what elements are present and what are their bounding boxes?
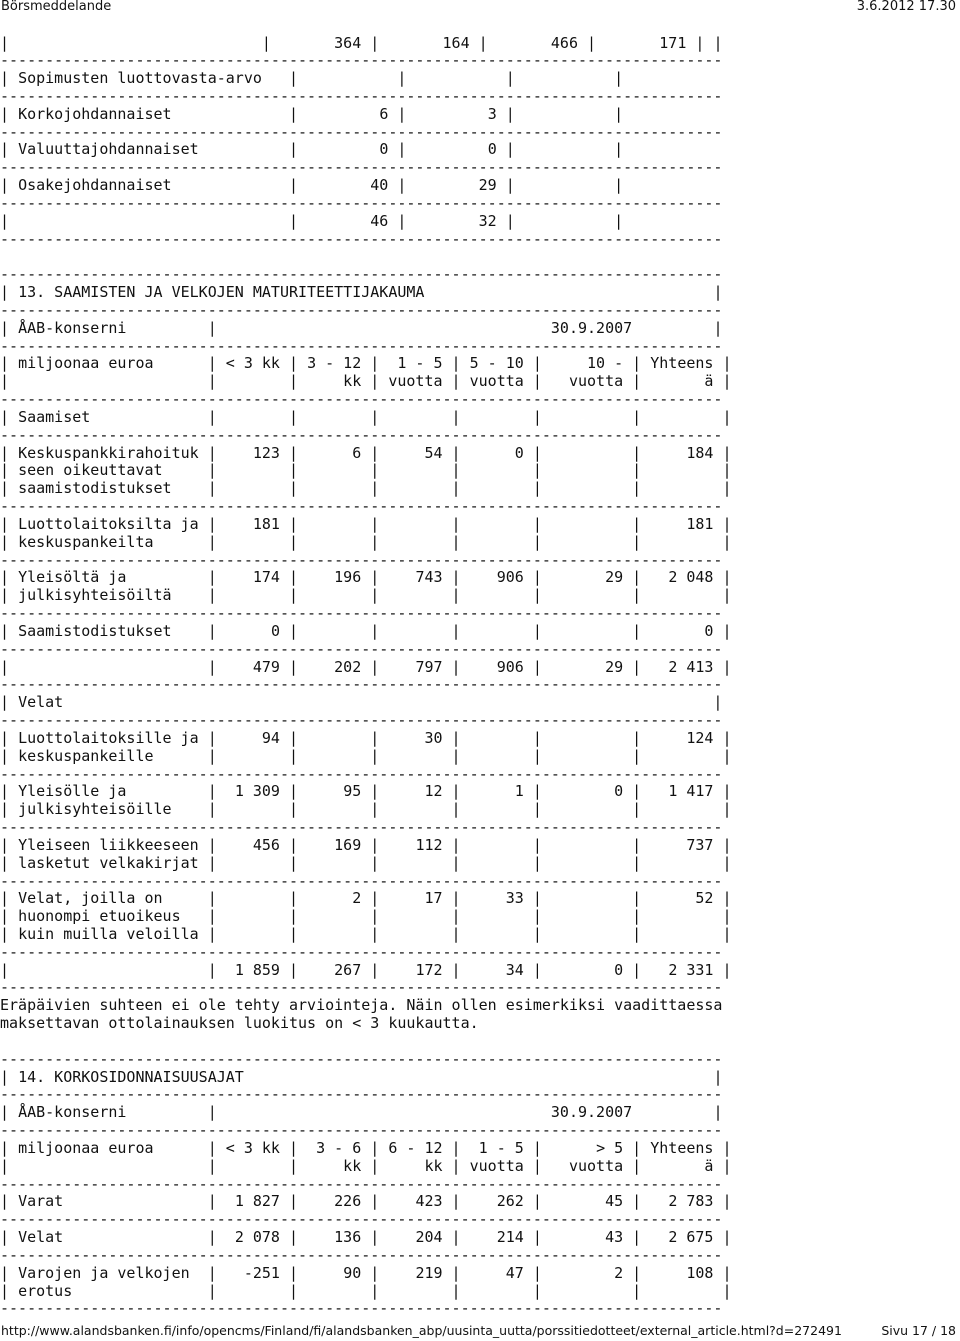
- derivatives-row: | | 46 | 32 | |: [0, 211, 624, 230]
- separator-line: --------------------------------------------------------------------------------: [0, 86, 723, 105]
- column-header-row: | | | kk | vuotta | vuotta | vuotta | ä |: [0, 372, 732, 391]
- table-row: | Yleisöltä ja | 174 | 196 | 743 | 906 | 29 | 2 048 |: [0, 568, 732, 587]
- table-row: | Keskuspankkirahoituk | 123 | 6 | 54 | 0 | | 184 |: [0, 443, 732, 462]
- table-row: | keskuspankeilta | | | | | | |: [0, 532, 732, 551]
- document-type-header: Börsmeddelande: [1, 0, 112, 14]
- table-row: | julkisyhteisöille | | | | | | |: [0, 800, 732, 819]
- page-number: Sivu 17 / 18: [881, 1323, 956, 1338]
- separator-line: --------------------------------------------------------------------------------: [0, 229, 723, 248]
- footnote-text: maksettavan ottolainauksen luokitus on < 3 kuukautta.: [0, 1014, 479, 1033]
- partial-table-row: | | 364 | 164 | 466 | 171 | |: [0, 33, 723, 52]
- separator-line: --------------------------------------------------------------------------------: [0, 764, 723, 783]
- table-row: | Yleisölle ja | 1 309 | 95 | 12 | 1 | 0 | 1 417 |: [0, 782, 732, 801]
- source-url: http://www.alandsbanken.fi/info/opencms/Finland/fi/alandsbanken_abp/uusinta_uutta/porssitiedotteet/external_article.html?d=272491: [1, 1323, 842, 1338]
- entity-date-row: | ÅAB-konserni | 30.9.2007 |: [0, 318, 723, 337]
- table-row: | Varojen ja velkojen | -251 | 90 | 219 | 47 | 2 | 108 |: [0, 1263, 732, 1282]
- separator-line: --------------------------------------------------------------------------------: [0, 425, 723, 444]
- table-row: | Velat | 2 078 | 136 | 204 | 214 | 43 | 2 675 |: [0, 1228, 732, 1247]
- separator-line: --------------------------------------------------------------------------------: [0, 639, 723, 658]
- table-row: | Luottolaitoksilta ja | 181 | | | | | 181 |: [0, 514, 732, 533]
- table-row: | keskuspankeille | | | | | | |: [0, 746, 732, 765]
- separator-line: --------------------------------------------------------------------------------: [0, 1121, 723, 1140]
- footnote-text: Eräpäivien suhteen ei ole tehty arviointeja. Näin ollen esimerkiksi vaadittaessa: [0, 996, 723, 1015]
- table-row: | saamistodistukset | | | | | | |: [0, 479, 732, 498]
- column-header-row: | miljoonaa euroa | < 3 kk | 3 - 12 | 1 - 5 | 5 - 10 | 10 - | Yhteens |: [0, 354, 732, 373]
- separator-line: --------------------------------------------------------------------------------: [0, 711, 723, 730]
- separator-line: --------------------------------------------------------------------------------: [0, 871, 723, 890]
- separator-line: --------------------------------------------------------------------------------: [0, 193, 723, 212]
- section-title-13: | 13. SAAMISTEN JA VELKOJEN MATURITEETTIJAKAUMA |: [0, 283, 723, 302]
- separator-line: --------------------------------------------------------------------------------: [0, 336, 723, 355]
- separator-line: --------------------------------------------------------------------------------: [0, 158, 723, 177]
- separator-line: --------------------------------------------------------------------------------: [0, 1245, 723, 1264]
- separator-line: --------------------------------------------------------------------------------: [0, 818, 723, 837]
- separator-line: --------------------------------------------------------------------------------: [0, 604, 723, 623]
- separator-line: --------------------------------------------------------------------------------: [0, 1085, 723, 1104]
- separator-line: --------------------------------------------------------------------------------: [0, 300, 723, 319]
- table-row: | | 1 859 | 267 | 172 | 34 | 0 | 2 331 |: [0, 960, 732, 979]
- separator-line: --------------------------------------------------------------------------------: [0, 51, 723, 70]
- derivatives-row: | Valuuttajohdannaiset | 0 | 0 | |: [0, 140, 624, 159]
- separator-line: --------------------------------------------------------------------------------: [0, 675, 723, 694]
- separator-line: --------------------------------------------------------------------------------: [0, 550, 723, 569]
- table-row: | Varat | 1 827 | 226 | 423 | 262 | 45 | 2 783 |: [0, 1192, 732, 1211]
- entity-date-row: | ÅAB-konserni | 30.9.2007 |: [0, 1103, 723, 1122]
- group-label-row: | Velat |: [0, 693, 723, 712]
- document-timestamp: 3.6.2012 17.30: [856, 0, 956, 14]
- separator-line: --------------------------------------------------------------------------------: [0, 390, 723, 409]
- separator-line: --------------------------------------------------------------------------------: [0, 497, 723, 516]
- column-header-row: | miljoonaa euroa | < 3 kk | 3 - 6 | 6 - 12 | 1 - 5 | > 5 | Yhteens |: [0, 1138, 732, 1157]
- table-row: | Yleiseen liikkeeseen | 456 | 169 | 112 | | | 737 |: [0, 835, 732, 854]
- separator-line: --------------------------------------------------------------------------------: [0, 1174, 723, 1193]
- derivatives-row: | Sopimusten luottovasta-arvo | | | |: [0, 69, 624, 88]
- separator-line: --------------------------------------------------------------------------------: [0, 265, 723, 284]
- separator-line: --------------------------------------------------------------------------------: [0, 942, 723, 961]
- table-row: | julkisyhteisöiltä | | | | | | |: [0, 586, 732, 605]
- table-row: | | 479 | 202 | 797 | 906 | 29 | 2 413 |: [0, 657, 732, 676]
- table-row: | huonompi etuoikeus | | | | | | |: [0, 907, 732, 926]
- table-row: | lasketut velkakirjat | | | | | | |: [0, 853, 732, 872]
- table-row: | Saamistodistukset | 0 | | | | | 0 |: [0, 621, 732, 640]
- group-label-row: | Saamiset | | | | | | |: [0, 407, 732, 426]
- section-title-14: | 14. KORKOSIDONNAISUUSAJAT |: [0, 1067, 723, 1086]
- table-row: | Luottolaitoksille ja | 94 | | 30 | | | 124 |: [0, 728, 732, 747]
- separator-line: --------------------------------------------------------------------------------: [0, 1299, 723, 1318]
- separator-line: --------------------------------------------------------------------------------: [0, 978, 723, 997]
- table-row: | kuin muilla veloilla | | | | | | |: [0, 925, 732, 943]
- derivatives-row: | Osakejohdannaiset | 40 | 29 | |: [0, 176, 624, 195]
- separator-line: --------------------------------------------------------------------------------: [0, 1049, 723, 1068]
- table-row: | erotus | | | | | | |: [0, 1281, 732, 1300]
- column-header-row: | | | kk | kk | vuotta | vuotta | ä |: [0, 1156, 732, 1175]
- derivatives-row: | Korkojohdannaiset | 6 | 3 | |: [0, 104, 624, 123]
- separator-line: --------------------------------------------------------------------------------: [0, 122, 723, 141]
- separator-line: --------------------------------------------------------------------------------: [0, 1210, 723, 1229]
- table-row: | Velat, joilla on | | 2 | 17 | 33 | | 52 |: [0, 889, 732, 908]
- table-row: | seen oikeuttavat | | | | | | |: [0, 461, 732, 480]
